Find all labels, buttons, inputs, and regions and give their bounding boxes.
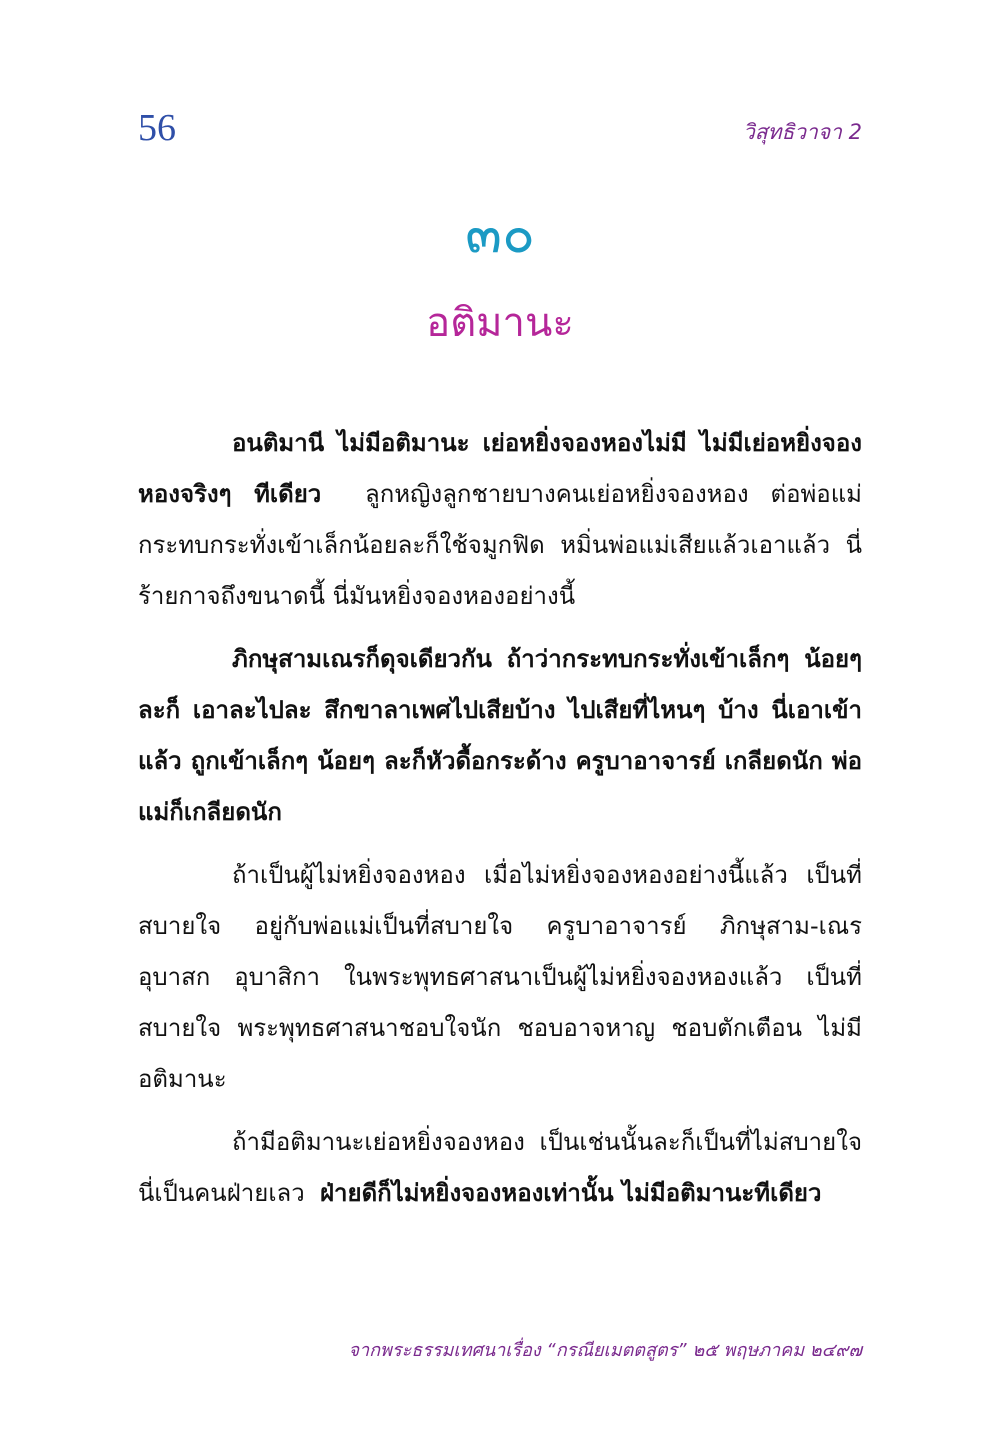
running-head-book-title: วิสุทธิวาจา 2 [743,120,862,144]
paragraph-4-bold: ฝ่ายดีก็ไม่หยิ่งจองหองเท่านั้น ไม่มีอติมานะทีเดียว [319,1179,822,1207]
paragraph-1-bold: อนติมานี ไม่มีอติมานะ เย่อหยิ่งจองหองไม่มี ไม่มีเย่อหยิ่งจองหองจริงๆ ทีเดียว [138,429,862,508]
paragraph-1-normal: ลูกหญิงลูกชายบางคนเย่อหยิ่งจองหอง ต่อพ่อแม่ กระทบกระทั่งเข้าเล็กน้อยละก็ใช้จมูกฟิด หมิ่นพ่อแม่เสียแล้วเอาแล้ว นี่ร้ายกาจถึงขนาดนี้ นี่มันหยิ่งจองหองอย่างนี้ [138,480,862,610]
chapter-title: อติมานะ [426,300,574,346]
body-text [138,418,862,1231]
page-number: 56 [138,107,176,149]
source-citation: จากพระธรรมเทศนาเรื่อง “กรณียเมตตสูตร” ๒๕ พฤษภาคม ๒๔๙๗ [348,1340,862,1361]
paragraph-3: ถ้าเป็นผู้ไม่หยิ่งจองหอง เมื่อไม่หยิ่งจองหองอย่างนี้แล้ว เป็นที่สบายใจ อยู่กับพ่อแม่เป็นที่สบายใจ ครูบาอาจารย์ ภิกษุสาม-เณร อุบาสก อุบาสิกา ในพระพุทธศาสนาเป็นผู้ไม่หยิ่งจองหองแล้ว เป็นที่สบายใจ พระพุทธศาสนาชอบใจนัก ชอบอาจหาญ ชอบตักเตือน ไม่มีอติมานะ [138,861,862,1093]
paragraph-1 [138,418,862,622]
paragraph-4-normal: ถ้ามีอติมานะเย่อหยิ่งจองหอง เป็นเช่นนั้นละก็เป็นที่ไม่สบายใจ นี่เป็นคนฝ่ายเลว [138,1128,862,1207]
chapter-number: ๓๐ [465,202,535,265]
paragraph-4 [138,1117,862,1219]
paragraph-2: ภิกษุสามเณรก็ดุจเดียวกัน ถ้าว่ากระทบกระทั่งเข้าเล็กๆ น้อยๆ ละก็ เอาละไปละ สึกขาลาเพศไปเสียบ้าง ไปเสียที่ไหนๆ บ้าง นี่เอาเข้าแล้ว ถูกเข้าเล็กๆ น้อยๆ ละก็หัวดื้อกระด้าง ครูบาอาจารย์ เกลียดนัก พ่อแม่ก็เกลียดนัก [138,645,862,826]
